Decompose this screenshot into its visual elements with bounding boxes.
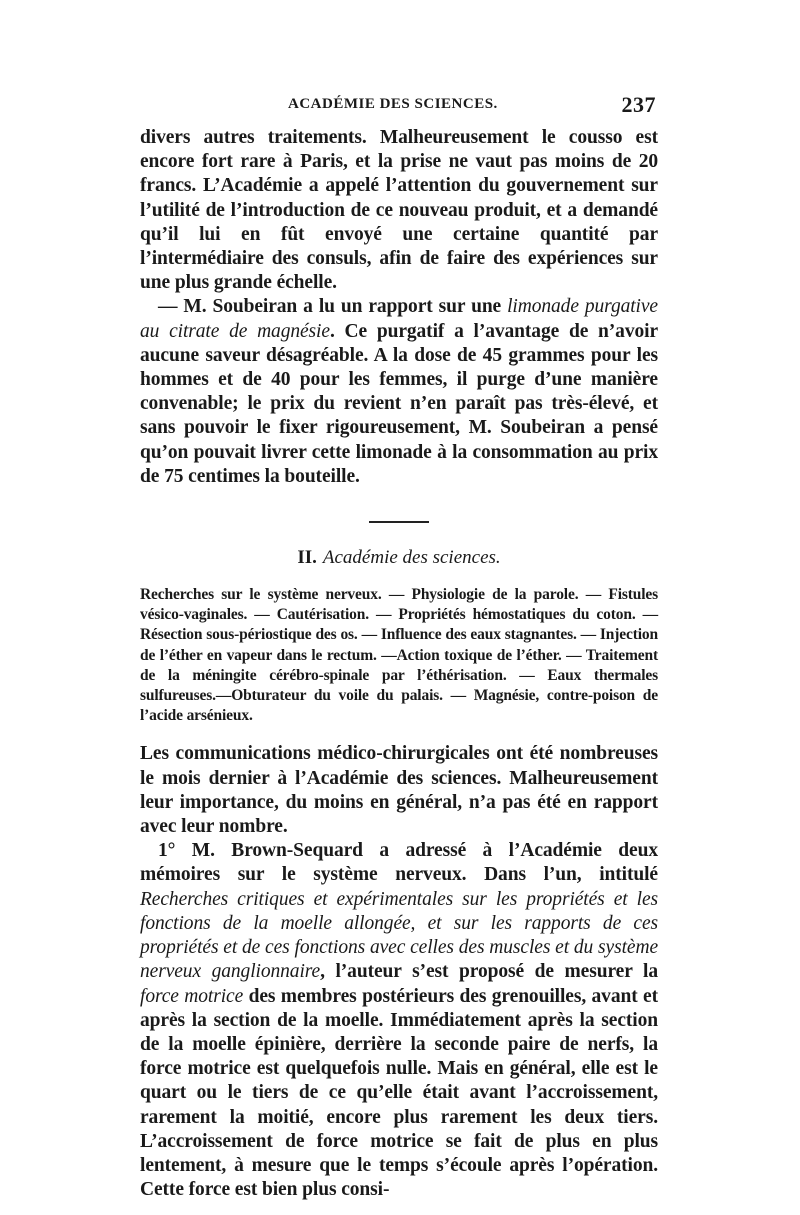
paragraph-brown-sequard-lead: 1° M. Brown-Sequard a adressé à l’Académie deux mémoires sur le système nerveux. Dans l’un, intitulé <box>140 840 658 886</box>
section-divider <box>369 521 429 523</box>
section-heading <box>140 547 658 569</box>
paragraph-brown-sequard-rest: des membres postérieurs des grenouilles, avant et après la section de la moelle. Immédiatement après la section de la moelle épinière, derrière la seconde paire de nerfs, la force motrice est quelquefois nulle. Mais en général, elle est le quart ou le tiers de ce qu’elle était avant l’accroissement, rarement la moitié, encore plus rarement les deux tiers. L’accroissement de force motrice se fait de plus en plus lentement, à mesure que le temps s’écoule après l’opération. Cette force est bien plus consi- <box>140 985 659 1201</box>
paragraph-cousso: divers autres traitements. Malheureusement le cousso est encore fort rare à Paris, et la prise ne vaut pas moins de 20 francs. L’Académie a appelé l’attention du gouvernement sur l’utilité de l’introduction de ce nouveau produit, et a demandé qu’il lui en fût envoyé une certaine quantité par l’intermédiaire des consuls, afin de faire des expériences sur une plus grande échelle. <box>140 127 658 294</box>
page-number: 237 <box>621 92 656 117</box>
paragraph-soubeiran-lead: — M. Soubeiran a lu un rapport sur une <box>158 296 508 318</box>
page-body <box>140 126 658 1202</box>
section-summary: Recherches sur le système nerveux. — Physiologie de la parole. — Fistules vésico-vaginales. — Cautérisation. — Propriétés hémostatiques du coton. —Résection sous-périostique des os. — Influence des eaux stagnantes. — Injection de l’éther en vapeur dans le rectum. —Action toxique de l’éther. — Traitement de la méningite cérébro-spinale par l’éthérisation. — Eaux thermales sulfureuses.—Obturateur du voile du palais. — Magnésie, contre-poison de l’acide arsénieux. <box>140 586 658 725</box>
paragraph-brown-sequard <box>140 839 658 1202</box>
section-number: II. <box>297 547 317 569</box>
paragraph-soubeiran <box>140 295 658 489</box>
limonade-title: limonade purgative au citrate de magnésie <box>140 296 658 342</box>
memoire-title: Recherches critiques et expérimentales sur les propriétés et les fonctions de la moelle allongée, et sur les rapports de ces propriétés et de ces fonctions avec celles des muscles et du système nerveux ganglionnaire <box>140 888 658 983</box>
paragraph-soubeiran-rest: . Ce purgatif a l’avantage de n’avoir aucune saveur désagréable. A la dose de 45 grammes pour les hommes et de 40 pour les femmes, il purge d’une manière convenable; le prix du revient n’en paraît pas très-élevé, et sans pouvoir le fixer rigoureusement, M. Soubeiran a pensé qu’on pouvait livrer cette limonade à la consommation au prix de 75 centimes la bouteille. <box>140 320 658 487</box>
paragraph-brown-sequard-middle: , l’auteur s’est proposé de mesurer la <box>320 961 658 983</box>
paragraph-communications: Les communications médico-chirurgicales ont été nombreuses le mois dernier à l’Académie des sciences. Malheureusement leur importance, du moins en général, n’a pas été en rapport avec leur nombre. <box>140 743 658 838</box>
force-motrice-term: force motrice <box>140 985 244 1007</box>
running-title: ACADÉMIE DES SCIENCES. <box>288 96 498 112</box>
section-title: Académie des sciences. <box>322 547 501 569</box>
